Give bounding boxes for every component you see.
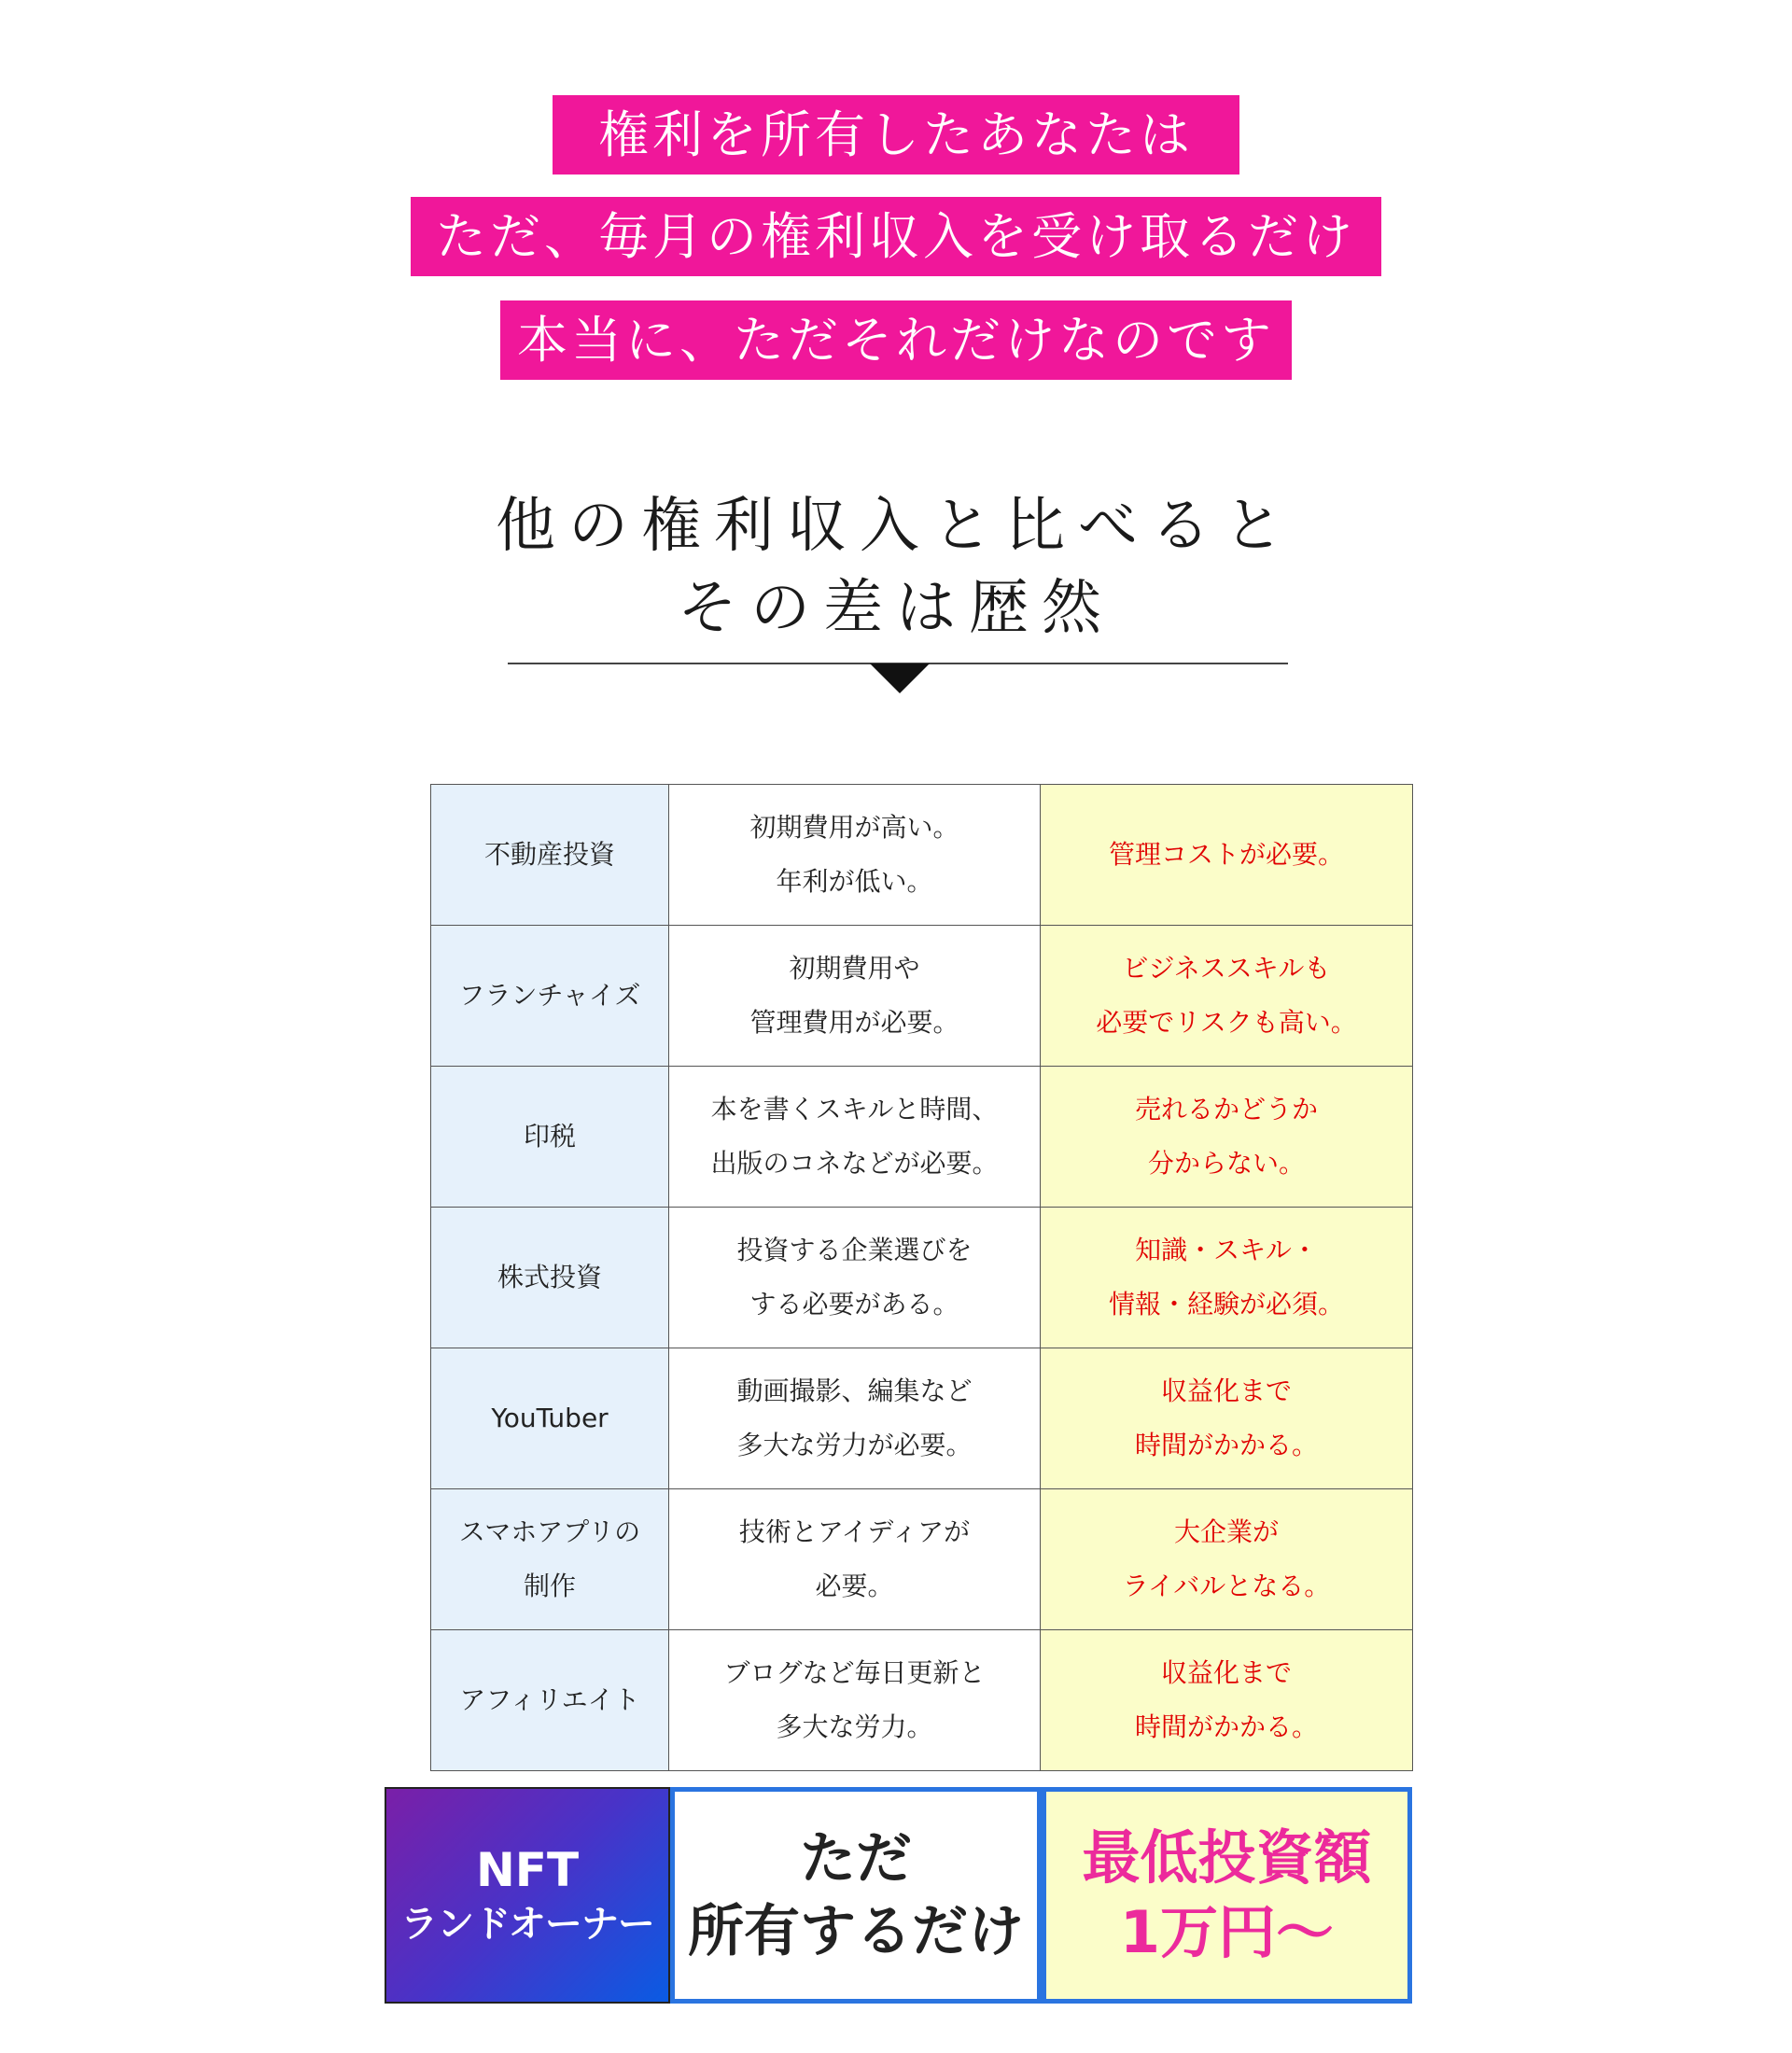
income-type-label: 不動産投資 xyxy=(483,839,615,870)
risk-text: 管理コストが必要。 xyxy=(1108,839,1344,870)
table-row xyxy=(431,785,1413,926)
intro-banner-2: ただ、毎月の権利収入を受け取るだけ xyxy=(411,197,1381,276)
requirement-cell xyxy=(669,785,1041,926)
risk-text: 知識・スキル・ 情報・経験が必須。 xyxy=(1108,1235,1344,1320)
risk-cell xyxy=(1041,1208,1413,1348)
risk-cell xyxy=(1041,785,1413,926)
risk-text: ビジネススキルも 必要でリスクも高い。 xyxy=(1096,953,1357,1038)
income-type-label: 印税 xyxy=(523,1121,576,1152)
requirement-cell xyxy=(669,1489,1041,1630)
section-heading-line1: 他の権利収入と比べると xyxy=(496,492,1296,561)
income-type-cell xyxy=(431,1489,669,1630)
risk-cell xyxy=(1041,1067,1413,1208)
nft-land-owner-cell xyxy=(385,1787,670,2004)
risk-cell xyxy=(1041,1630,1413,1771)
land-owner-label: ランドオーナー xyxy=(400,1903,654,1946)
requirement-text: 動画撮影、編集など 多大な労力が必要。 xyxy=(736,1376,973,1460)
intro-banner-1: 権利を所有したあなたは xyxy=(553,95,1239,175)
income-type-label: フランチャイズ xyxy=(458,980,641,1011)
down-arrow-icon xyxy=(870,663,930,693)
risk-cell xyxy=(1041,1489,1413,1630)
requirement-text: ブログなど毎日更新と 多大な労力。 xyxy=(723,1657,986,1742)
income-type-cell xyxy=(431,1208,669,1348)
requirement-text: 投資する企業選びを する必要がある。 xyxy=(736,1235,973,1320)
requirement-cell xyxy=(669,1348,1041,1489)
requirement-cell xyxy=(669,1208,1041,1348)
table-row xyxy=(431,1348,1413,1489)
requirement-cell xyxy=(669,1067,1041,1208)
risk-text: 大企業が ライバルとなる。 xyxy=(1122,1516,1331,1601)
income-type-label: アフィリエイト xyxy=(459,1684,640,1715)
nft-label: NFT xyxy=(475,1843,580,1897)
minimum-investment-cell xyxy=(1042,1787,1412,2004)
table-row xyxy=(431,1489,1413,1630)
income-type-label: YouTuber xyxy=(491,1403,609,1433)
requirement-cell xyxy=(669,1630,1041,1771)
table-row xyxy=(431,1067,1413,1208)
table-row xyxy=(431,1630,1413,1771)
table-row xyxy=(431,1208,1413,1348)
risk-text: 収益化まで 時間がかかる。 xyxy=(1134,1657,1318,1742)
risk-text: 収益化まで 時間がかかる。 xyxy=(1134,1376,1318,1460)
just-own-cell xyxy=(670,1787,1042,2004)
risk-text: 売れるかどうか 分からない。 xyxy=(1134,1094,1318,1179)
requirement-cell xyxy=(669,926,1041,1067)
table-row xyxy=(431,926,1413,1067)
minimum-investment-text: 最低投資額 1万円～ xyxy=(1082,1823,1372,1966)
just-own-text: ただ 所有するだけ xyxy=(688,1826,1024,1964)
requirement-text: 技術とアイディアが 必要。 xyxy=(738,1516,971,1601)
requirement-text: 本を書くスキルと時間、 出版のコネなどが必要。 xyxy=(710,1094,999,1179)
income-type-label: スマホアプリの 制作 xyxy=(458,1516,641,1601)
income-type-cell xyxy=(431,785,669,926)
risk-cell xyxy=(1041,926,1413,1067)
comparison-table xyxy=(430,784,1413,1771)
risk-cell xyxy=(1041,1348,1413,1489)
intro-banner-3: 本当に、ただそれだけなのです xyxy=(500,300,1292,380)
requirement-text: 初期費用が高い。 年利が低い。 xyxy=(749,812,959,897)
income-type-cell xyxy=(431,1348,669,1489)
requirement-text: 初期費用や 管理費用が必要。 xyxy=(749,953,959,1038)
income-type-cell xyxy=(431,926,669,1067)
income-type-cell xyxy=(431,1067,669,1208)
income-type-label: 株式投資 xyxy=(497,1262,602,1292)
section-heading-line2: その差は歴然 xyxy=(678,574,1114,643)
income-type-cell xyxy=(431,1630,669,1771)
